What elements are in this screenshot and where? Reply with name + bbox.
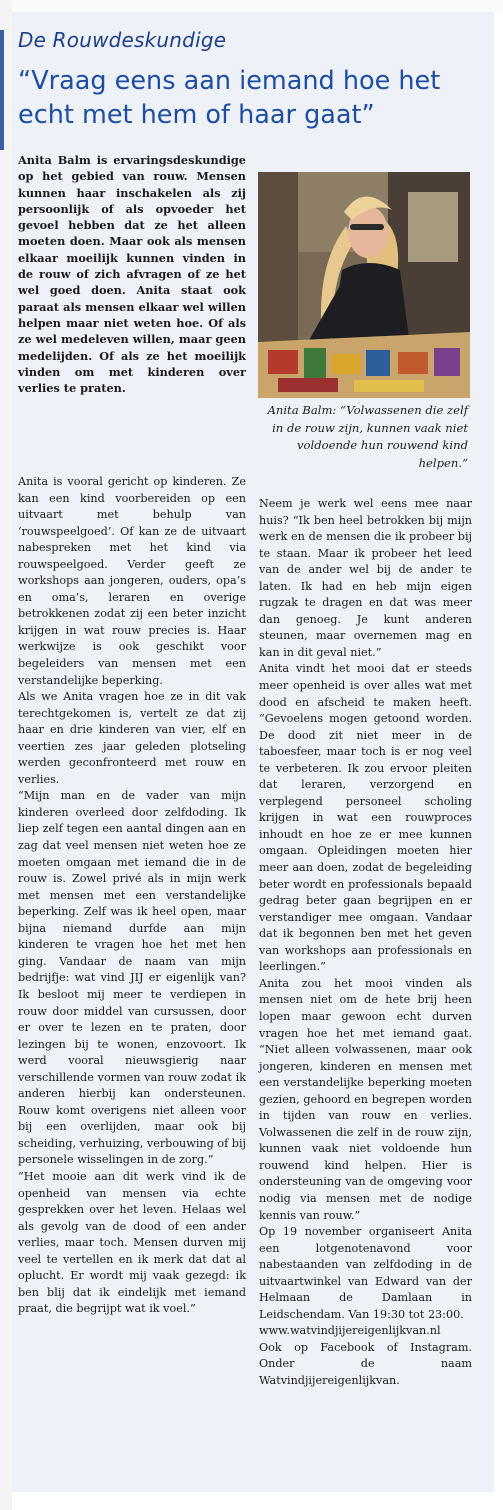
scan-edge-top <box>0 0 503 12</box>
body-paragraph: Als we Anita vragen hoe ze in dit vak terechtgekomen is, vertelt ze dat zij haar en drie kinderen van vier, elf en veertien zes jaar geleden plotseling werden geconfronteerd met rouw en verlies. <box>18 690 246 786</box>
accent-bar <box>0 30 4 150</box>
photo-caption: Anita Balm: “Volwassenen die zelf in de rouw zijn, kunnen vaak niet voldoende hun rouwend kind helpen.” <box>267 403 468 470</box>
body-paragraph: Anita vindt het mooi dat er steeds meer openheid is over alles wat met dood en afscheid te maken heeft. “Gevoelens mogen getoond worden. De dood zit niet meer in de taboesfeer, maar toch is er nog veel te verbeteren. Ik zou ervoor pleiten dat leraren, verzorgend en verplegend personeel scholing krijgen in wat een rouwproces inhoudt en hoe ze er mee kunnen omgaan. Opleidingen moeten hier meer aan doen, zodat de begeleiding beter wordt en professionals bepaald gedrag beter gaan begrijpen en er verstandiger mee omgaan. Vandaar dat ik begonnen ben met het geven van workshops aan professionals en leerlingen.” <box>259 662 472 974</box>
scan-edge-left <box>0 0 12 1510</box>
body-paragraph: “Mijn man en de vader van mijn kinderen overleed door zelfdoding. Ik liep zelf tegen een aantal dingen aan en zag dat veel mensen niet weten hoe ze moeten omgaan met iemand die in de rouw is. Zowel privé als in mijn werk met mensen met een verstandelijke beperking. Zelf was ik heel open, maar bijna niemand durfde aan mijn kinderen te vragen hoe het met hen ging. Vandaar de naam van mijn bedrijfje: wat vind JIJ er eigenlijk van? Ik besloot mij meer te verdiepen in rouw door middel van cursussen, door er over te lezen en te praten, door lezingen bij te wonen, enzovoort. Ik werd vooral nieuwsgierig naar verschillende vormen van rouw zodat ik anderen hierbij kan ondersteunen. Rouw komt overigens niet alleen voor bij een overlijden, maar ook bij scheiding, verhuizing, verbouwing of bij personele wisselingen in de zorg.” <box>18 789 246 1167</box>
body-column-left <box>18 474 246 1318</box>
body-paragraph: Anita zou het mooi vinden als mensen niet om de hete brij heen lopen maar gewoon echt durven vragen hoe het met iemand gaat. “Niet alleen volwassenen, maar ook jongeren, kinderen en mensen met een verstandelijke beperking moeten gezien, gehoord en begrepen worden in tijden van rouw en verlies. Volwassenen die zelf in de rouw zijn, kunnen vaak niet voldoende hun rouwend kind helpen. Hier is ondersteuning van de omgeving voor nodig via mensen met de nodige kennis van rouw.” <box>259 976 472 1222</box>
intro-paragraph: Anita Balm is ervaringsdeskundige op het gebied van rouw. Mensen kunnen haar inschakelen als zij persoonlijk of als opvoeder het gevoel hebben dat ze het alleen moeten doen. Maar ook als mensen elkaar moeilijk kunnen vinden in de rouw of zich afvragen of ze het wel goed doen. Anita staat ook paraat als mensen elkaar wel willen helpen maar niet weten hoe. Of als ze wel medeleven willen, maar geen medelijden. Of als ze het moeilijk vinden om met kinderen over verlies te praten. <box>18 153 246 396</box>
body-paragraph: Anita is vooral gericht op kinderen. Ze kan een kind voorbereiden op een uitvaart met behulp van ‘rouwspeelgoed’. Of kan ze de uitvaart nabespreken met het kind via rouwspeelgoed. Verder geeft ze workshops aan jongeren, ouders, opa’s en oma’s, leraren en overige betrokkenen zodat zij een beter inzicht krijgen in wat rouw precies is. Haar werkwijze is ook geschikt voor begeleiders van mensen met een verstandelijke beperking. <box>18 475 246 687</box>
body-column-right <box>259 496 472 1390</box>
article-headline: “Vraag eens aan iemand hoe het echt met hem of haar gaat” <box>18 66 441 130</box>
section-kicker: De Rouwdeskundige <box>18 28 227 52</box>
portrait-photo <box>258 172 470 398</box>
body-paragraph: Op 19 november organiseert Anita een lotgenotenavond voor nabestaanden van zelfdoding in de uitvaartwinkel van Edward van der Helmaan de Damlaan in Leidschendam. Van 19:30 tot 23:00. <box>259 1225 472 1321</box>
body-paragraph: “Het mooie aan dit werk vind ik de openheid van mensen via echte gesprekken over het leven. Helaas wel als gevolg van de dood of een ander verlies, maar toch. Mensen durven mij veel te vertellen en ik merk dat dat al oplucht. Er wordt mij vaak gezegd: ik ben blij dat ik eindelijk met iemand praat, die begrijpt wat ik voel.” <box>18 1169 246 1316</box>
body-paragraph: Ook op Facebook of Instagram. Onder de naam Watvindjijereigenlijkvan. <box>259 1340 472 1387</box>
website-link[interactable]: www.watvindjijereigenlijkvan.nl <box>259 1324 441 1338</box>
body-paragraph: Neem je werk wel eens mee naar huis? “Ik ben heel betrokken bij mijn werk en de mensen die ik probeer bij te staan. Maar ik probeer het leed van de ander wel bij de ander te laten. Ik had en heb mijn eigen rugzak te dragen en dat was meer dan genoeg. Je kunt anderen steunen, maar overnemen mag en kan in dit geval niet.” <box>259 497 472 659</box>
portrait-illustration <box>258 172 470 398</box>
